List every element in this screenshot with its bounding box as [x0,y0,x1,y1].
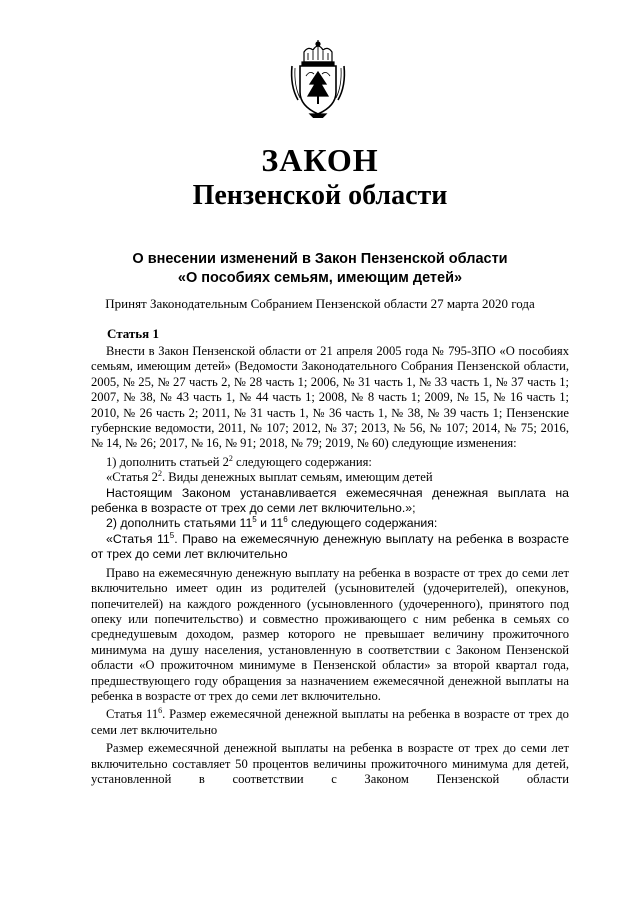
amendment-item-1: 1) дополнить статьей $2^2$ следующего содержания: [106,453,372,469]
article-11-5-text: Право на ежемесячную денежную выплату на ребенка в возрасте от трех до семи лет включительно имеет один из родителей (усыновителей (удочерителей), опекунов, попечителей) на каждого рожденного (усыновленного (удочеренного), принятого под опеку или попечительство) и совместно проживающего с ним ребенка в семьях со среднедушевым доходом, размер которого не превышает величину прожиточного минимума на душу населения, установленную в соответствии с Законом Пензенской области «О прожиточном минимуме в Пензенской области» за второй квартал года, предшествующего году обращения за назначением ежемесячной денежной выплаты на ребенка в возрасте от трех до семи лет включительно. [91,565,569,703]
document-region: Пензенской области [192,180,448,211]
article-11-5-heading: «Статья $11^5$. Право на ежемесячную денежную выплату на ребенка в возрасте от трех до семи лет включительно [91,530,569,562]
adoption-note: Принят Законодательным Собранием Пензенской области 27 марта 2020 года [105,296,535,311]
law-name [0,250,640,288]
article-body [91,344,569,790]
article-heading: Статья 1 [107,326,159,341]
article-2-2-heading: «Статья $2^2$. Виды денежных выплат семьям, имеющим детей [106,469,433,485]
amendment-item-2: 2) дополнить статьями $11^5$ и $11^6$ следующего содержания: [106,515,438,531]
law-name-line2: «О пособиях семьям, имеющим детей» [177,270,463,286]
article-intro: Внести в Закон Пензенской области от 21 апреля 2005 года № 795-ЗПО «О пособиях семьям, имеющим детей» (Ведомости Законодательного Собрания Пензенской области, 2005, № 25, № 27 часть 2, № 28 часть 1; 2006, № 31 часть 1, № 33 часть 1, № 37 часть 1; 2007, № 38, № 43 часть 1, № 44 часть 1; 2008, № 8 часть 1; 2009, № 15, № 16 часть 1; 2010, № 26 часть 2; 2011, № 31 часть 1, № 36 часть 1, № 38, № 39 часть 1; Пензенские губернские ведомости, 2011, № 107; 2012, № 37; 2013, № 56, № 107; 2014, № 75; 2016, № 14, № 26; 2017, № 16, № 91; 2018, № 79; 2019, № 60) следующие изменения: [91,344,569,451]
article-11-6-heading: Статья $11^6$. Размер ежемесячной денежной выплаты на ребенка в возрасте от трех до семи лет включительно [91,706,569,737]
article-11-6-text: Размер ежемесячной денежной выплаты на ребенка в возрасте от трех до семи лет включительно составляет 50 процентов величины прожиточного минимума для детей, установленной в соответствии с Законом Пензенской области [91,741,569,786]
document-title: ЗАКОН [261,142,379,178]
coat-of-arms-emblem [286,40,350,118]
article-2-2-text: Настоящим Законом устанавливается ежемесячная денежная выплата на ребенка в возрасте от трех до семи лет включительно.»; [91,485,569,516]
law-name-line1: О внесении изменений в Закон Пензенской области [132,251,508,267]
